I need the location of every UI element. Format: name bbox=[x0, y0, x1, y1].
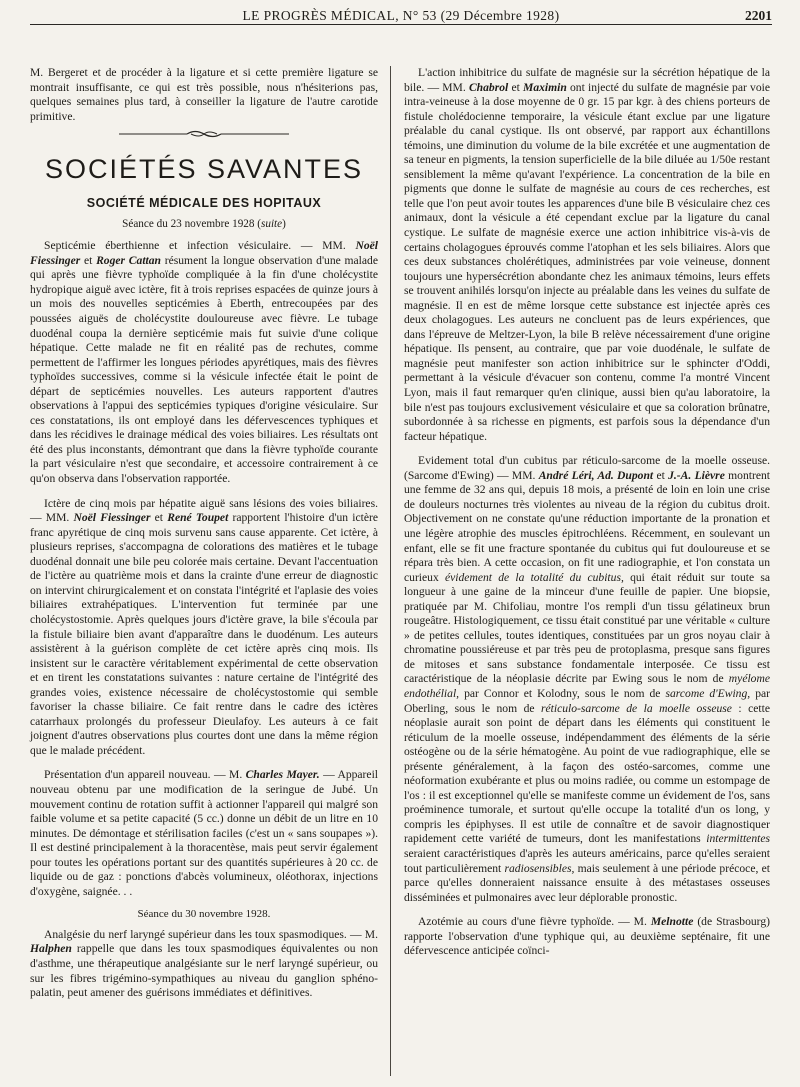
session-date: Séance du 23 novembre 1928 (suite) bbox=[122, 217, 286, 230]
intro-paragraph: M. Bergeret et de procéder à la ligature et si cette première ligature se montrait insuffisante, ce qui est très possible, nous n'hésiterions pas, quelques semaines plus tard, à conseiller la ligature de l'autre carotide primitive. bbox=[30, 66, 378, 123]
session-date-2: Séance du 30 novembre 1928. bbox=[137, 908, 271, 921]
header-rule bbox=[30, 24, 772, 25]
article-ictere: Ictère de cinq mois par hépatite aiguë sans lésions des voies biliaires. — MM. Noël Fiessinger et René Toupet rapportent l'histoire d'un ictère franc apyrétique de cinq mois survenu sans cause apparente. Cet ictère, à plusieurs reprises, s'accompagna de colorations des matières et le tubage duodénal donnait une bile peu colorée mais certaine. Devant l'accentuation de l'ictère au quatrième mois et dans la crainte d'une erreur de diagnostic on intervint chirurgicalement et on constata l'intégrité et l'aplasie des voies biliaires extrahépatiques. L'intervention fut terminée par une cholécystostomie. Après quelques jours d'ictère grave, la bile s'écoula par la fistule biliaire bien avant d'apparaître dans le duodénum. Les auteurs assistèrent à la guérison complète de cet ictère après cinq mois. Ils insistent sur le caractère véritablement expérimental de cette observation et en tirent les constatations suivantes : nature certaine de l'intégrité des grandes voies, existence nécessaire de cholécystostomie qui semble favoriser la chasse biliaire. Ce fait rentre dans le cadre des ictères catarrhaux prolongés du professeur Dieulafoy. Les auteurs à ce fait joignent d'autres observations plus courtes dont une dans la même région que le malade précédent. bbox=[30, 496, 379, 757]
article-septicemie: Septicémie éberthienne et infection vésiculaire. — MM. Noël Fiessinger et Roger Cattan résument la longue observation d'une malade qui après une fièvre typhoïde compliquée à la fin d'une cholécystite hydropique aiguë avec ictère, fit à trois reprises espacées de quinze jours à un mois des nouvelles septicémies à Eberth, entrecoupées par des poussées aiguës de cholécystite douloureuse avec fièvre. Le tubage duodénal coupa la dernière septicémie mais fut suivie d'une colique hépatique. Cette malade ne fit en réalité pas de rechutes, comme permettent de l'affirmer les longues périodes apyrétiques, mais des fièvres typhoïdes successives, comme si la vésicule infectée était le point de départ de septicémies nouvelles. Les auteurs rapportent d'autres observations à l'appui des septicémies typiques d'origine vésiculaire. Sur ces constatations, ils ont employé dans les défervescences typhiques et dans les récidives le drainage médical des voies biliaires. Les résultats ont été des plus inconstants, démontrant que dans la fièvre typhoïde courante la part vésiculaire n'est que secondaire, et accessoire contrairement à ce qu'on observa dans l'observation rapportée. bbox=[30, 239, 378, 486]
article-analgesie: Analgésie du nerf laryngé supérieur dans les toux spasmodiques. — M. Halphen rappelle que dans les toux spasmodiques équivalentes ou non d'asthme, une thérapeutique analgésiante sur le nerf laryngé supérieur, ou sur les fibres trigémino-sympathiques au niveau du ganglion sphéno-palatin, peut amener des guérisons immédiates et définitives. bbox=[30, 927, 378, 1000]
journal-title: LE PROGRÈS MÉDICAL, N° 53 (29 Décembre 1928) bbox=[242, 8, 560, 23]
ornament-divider-icon bbox=[119, 128, 289, 140]
column-divider bbox=[390, 66, 391, 1076]
left-column bbox=[30, 66, 378, 1003]
section-title: SOCIÉTÉS SAVANTES bbox=[44, 154, 364, 185]
article-cubitus: Evidement total d'un cubitus par réticulo-sarcome de la moelle osseuse. (Sarcome d'Ewing) — MM. André Léri, Ad. Dupont et J.-A. Lièvre montrent une femme de 32 ans qui, depuis 18 mois, a présenté de loin en loin une crise de douleurs nocturnes très violentes au niveau de la région du cubitus droit. Objectivement on ne constate qu'une réduction importante de la pronation et une légère atrophie des muscles épitrochléens. Récemment, en soulevant un enfant, elle se fit une fracture spontanée du cubitus qui fut douloureuse et se répara très bien. A cette occasion, on fit une radiographie, et l'on constata un curieux évidement de la totalité du cubitus, qui était réduit sur toute sa longueur à une gaine de la minceur d'une feuille de papier. Une biopsie, pratiquée par M. Chifoliau, montre l'os rempli d'un tissu gélatineux brun rougeâtre. Histologiquement, ce tissu était constitué par une véritable « culture » de petites cellules, toutes identiques, constituées par un gros noyau clair à chromatine poussiéreuse et par très peu de protoplasma, presque sans figures de mitoses et sans substance fondamentale interposée. Ce tissu est caractéristique de la néoplasie décrite par Ewing sous le nom de myélome endothélial, par Connor et Kolodny, sous le nom de sarcome d'Ewing, par Oberling, sous le nom de réticulo-sarcome de la moelle osseuse : cette néoplasie aurait son point de départ dans les éléments qui constituent le réticulum de la moelle osseuse, indépendamment des éléments de la série ostéogène ou de la série hématogène. Au point de vue radiographique, elle se présente généralement, à la façon des ostéo-sarcomes, comme une néoformation exubérante et plus ou moins radiée, ou comme un estompage de l'os : il est exceptionnel qu'elle se manifeste comme un évidement de l'os, sans proéminence tumorale, et surtout qu'elle occupe la totalité d'un os long, y compris les épiphyses. Il est utile de connaître et de savoir diagnostiquer rapidement cette variété de tumeurs, dont les manifestations intermittentes seraient caractéristiques d'après les auteurs américains, parce qu'elles seraient tout particulièrement radiosensibles, mais seulement à une période précoce, et parce qu'elles donneraient naissance ensuite à des métastases osseuses disséminées et pulmonaires avec leur déplorable pronostic. bbox=[404, 454, 770, 904]
society-heading: SOCIÉTÉ MÉDICALE DES HOPITAUX bbox=[86, 196, 322, 211]
right-column bbox=[404, 66, 770, 961]
article-azotemie: Azotémie au cours d'une fièvre typhoïde. — M. Melnotte (de Strasbourg) rapporte l'observation d'une typhique qui, au deuxième septénaire, fit une défervescence anticipée coïnci- bbox=[404, 915, 770, 958]
page-number: 2201 bbox=[745, 8, 772, 23]
article-appareil: Présentation d'un appareil nouveau. — M. Charles Mayer. — Appareil nouveau obtenu par une modification de la seringue de Jubé. Un mouvement continu de rotation suffit à actionner l'appareil qui malgré son faible volume et sa petite capacité (5 cc.) donne un débit de un litre en 10 minutes. De démontage et stérilisation faciles (c'est un « sans soupapes »). Il est destiné principalement à la thoracentèse, mais peut servir également pour toutes les opérations portant sur des quantités supérieures à 20 cc. de liquide ou de gaz : ponctions d'abcès volumineux, oléothorax, injections d'oxygène, saignée. . . bbox=[30, 768, 379, 898]
article-sulfate: L'action inhibitrice du sulfate de magnésie sur la sécrétion hépatique de la bile. — MM. Chabrol et Maximin ont injecté du sulfate de magnésie par voie intra-veineuse à la dose moyenne de 0 gr. 15 par kgr. à des chiens porteurs de fistule cholédocienne temporaire, la vésicule étant exclue par une ligature préalable du canal cystique. Ils ont observé, par rapport aux échantillons témoins, une diminution du volume de la bile excrétée et une augmentation de sa teneur en pigments, la tension superficielle de la bile diluée au 1/50e restant sensiblement la même qu'avant l'expérience. La concentration de la bile en pigments que donne le sulfate de magnésie au cours de ces recherches, est telle que l'on peut avoir toutes les apparences d'une bile B vésiculaire chez ces animaux, dont la vésicule a été cependant exclue par la ligature du canal cystique. Le sulfate de magnésie exerce une action inhibitrice vis-à-vis de certains cholagogues éprouvés comme l'atophan et les sels biliaires. Alors que ces deux substances cholérétiques, administrées par voie veineuse, donnent toujours une hypersécrétion abondante chez les animaux témoins, leurs effets se trouvent anihilés lorsqu'on injecte au préalable dans les veines du sulfate de magnésie. Il en est de même lorsque cette substance est injectée après ces deux cholagogues. Les auteurs ne concluent pas de leurs expériences, que dans l'épreuve de Meltzer-Lyon, la bile B relève nécessairement d'une origine hépatique. Ils pensent, au contraire, que par voie duodénale, le sulfate de magnésie peut manifester son action inhibitrice sur le sphincter d'Oddi, permettant à la vésicule d'évacuer son contenu, comme l'a montré Vincent Lyon, mais il faut remarquer qu'en clinique, aussi bien qu'au laboratoire, la bile n'est pas toujours exclusivement vésiculaire et que sa coloration brûnatre, subordonnée à sa richesse en pigments, est parfois sous la dépendance d'un facteur hépatique. bbox=[404, 66, 771, 443]
